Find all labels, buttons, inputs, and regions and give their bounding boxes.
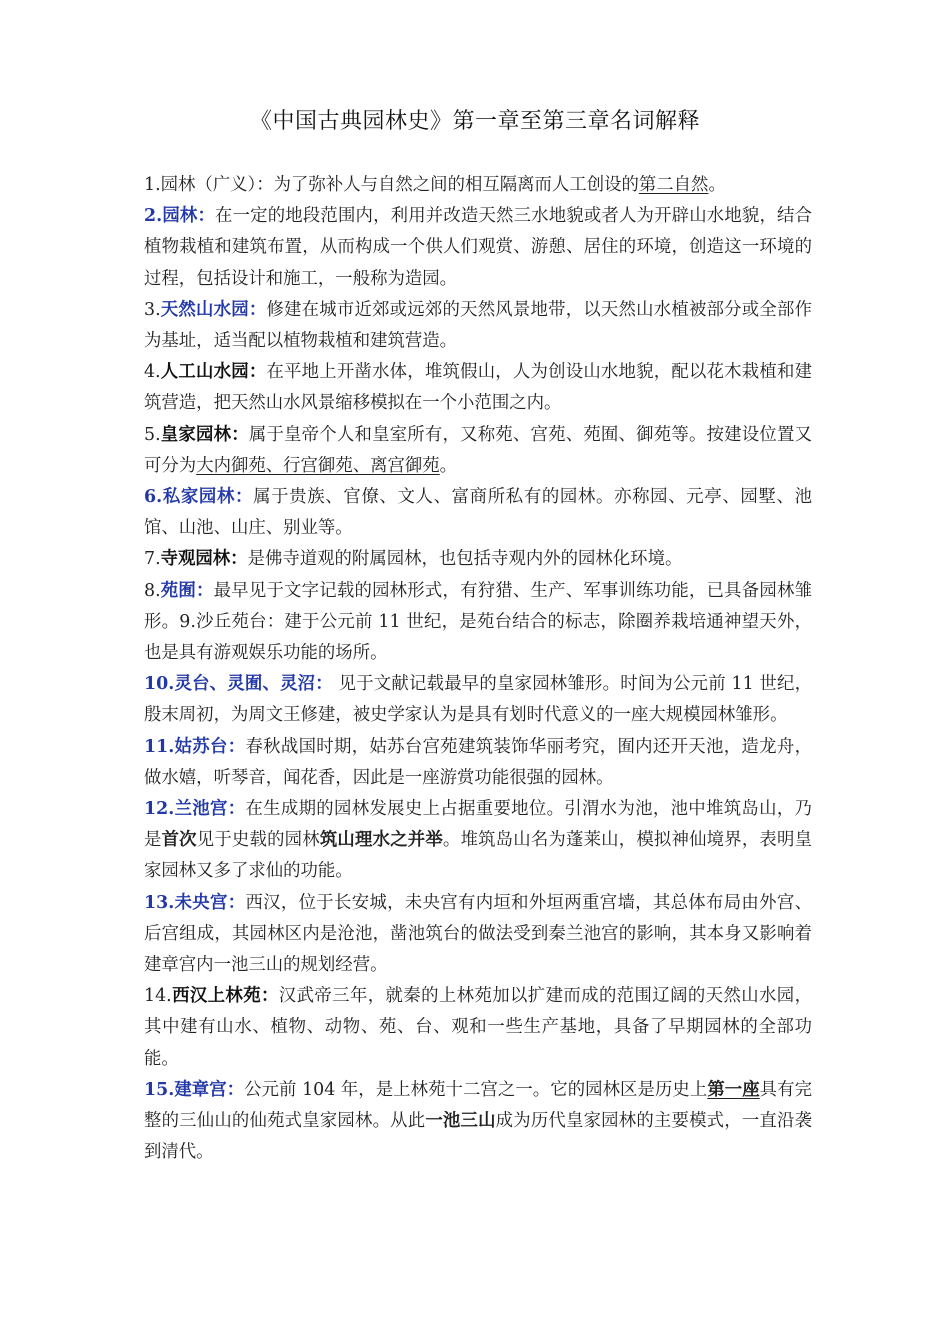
entry-text: 。 bbox=[439, 455, 458, 476]
entry-term: 西汉上林苑 bbox=[171, 986, 261, 1007]
entry-term: 未央宫 bbox=[174, 892, 228, 913]
glossary-body bbox=[144, 170, 812, 1169]
glossary-entry-4 bbox=[144, 357, 812, 419]
entry-separator: ： bbox=[230, 549, 248, 570]
entry-bold-text: 筑山理水之并举 bbox=[319, 830, 443, 851]
entry-term: 寺观园林 bbox=[160, 549, 231, 570]
glossary-entry-13 bbox=[144, 888, 812, 982]
glossary-entry-1 bbox=[144, 170, 812, 201]
entry-term: 私家园林 bbox=[162, 487, 236, 508]
entry-term: 建章宫 bbox=[174, 1079, 227, 1100]
entry-number: 4. bbox=[144, 362, 161, 383]
entry-term: 人工山水园 bbox=[160, 362, 249, 383]
entry-term: 兰池宫 bbox=[174, 799, 228, 820]
entry-number: 3. bbox=[144, 299, 161, 320]
entry-number: 15. bbox=[144, 1079, 175, 1100]
entry-term: 姑苏台 bbox=[174, 736, 228, 757]
entry-text: 汉武帝三年，就秦的上林苑加以扩建而成的范围辽阔的天然山水园，其中建有山水、植物、动物、苑、台、观和一些生产基地，具备了早期园林的全部功能。 bbox=[144, 986, 812, 1069]
glossary-entry-15 bbox=[144, 1075, 812, 1169]
entry-separator: ： bbox=[248, 362, 267, 383]
entry-text: 属于皇帝个人和皇室所有，又称苑、宫苑、苑囿、御苑等。按建设位置又可分为 bbox=[144, 424, 812, 476]
entry-text: 在平地上开凿水体，堆筑假山，人为创设山水地貌，配以花木栽植和建筑营造，把天然山水风景缩移模拟在一个小范围之内。 bbox=[144, 362, 812, 414]
entry-text: 公元前 104 年，是上林苑十二宫之一。它的园林区是历史上 bbox=[244, 1079, 708, 1100]
entry-number: 5. bbox=[144, 424, 161, 445]
entry-text: 修建在城市近郊或远郊的天然风景地带，以天然山水植被部分或全部作为基址，适当配以植物栽植和建筑营造。 bbox=[144, 299, 812, 352]
entry-separator: ： bbox=[235, 487, 254, 508]
glossary-entry-5 bbox=[144, 420, 812, 482]
entry-text: 见于史载的园林 bbox=[196, 830, 320, 851]
entry-text: 为了弥补人与自然之间的相互隔离而人工创设的 bbox=[273, 175, 639, 195]
entry-separator: ： bbox=[261, 986, 279, 1007]
entry-number: 13. bbox=[144, 892, 175, 913]
entry-text: 春秋战国时期，姑苏台宫苑建筑装饰华丽考究，囿内还开天池，造龙舟，做水嬉，听琴音，闻花香，因此是一座游赏功能很强的园林。 bbox=[144, 736, 812, 788]
entry-text: 成为历代皇家园林的主要模式，一直沿袭到清代。 bbox=[144, 1111, 812, 1163]
glossary-entry-7 bbox=[144, 544, 812, 575]
entry-separator: ： bbox=[256, 175, 274, 195]
entry-text: 。堆筑岛山名为蓬莱山，模拟神仙境界，表明皇家园林又多了求仙的功能。 bbox=[144, 830, 812, 882]
glossary-entry-10 bbox=[144, 669, 812, 731]
entry-number: 11. bbox=[144, 736, 175, 757]
page-title: 《中国古典园林史》第一章至第三章名词解释 bbox=[249, 109, 700, 134]
entry-separator: ： bbox=[227, 736, 246, 757]
entry-number: 8. bbox=[144, 580, 161, 601]
glossary-entry-12 bbox=[144, 794, 812, 888]
entry-number: 1. bbox=[144, 175, 161, 195]
entry-term: 天然山水园 bbox=[160, 299, 249, 320]
entry-term: 皇家园林 bbox=[160, 424, 232, 445]
glossary-entry-8 bbox=[144, 576, 812, 670]
entry-separator: ： bbox=[226, 1079, 245, 1100]
glossary-entry-11 bbox=[144, 732, 812, 794]
entry-separator: ： bbox=[248, 299, 267, 320]
entry-separator: ： bbox=[227, 799, 246, 820]
entry-separator: ： bbox=[231, 424, 249, 445]
entry-text: 西汉，位于长安城，未央宫有内垣和外垣两重宫墙，其总体布局由外宫、后宫组成，其园林区内是沧池，凿池筑台的做法受到秦兰池宫的影响，其本身又影响着建章宫内一池三山的规划经营。 bbox=[144, 892, 812, 976]
entry-text: 见于文献记载最早的皇家园林雏形。时间为公元前 11 世纪，殷末周初，为周文王修建，被史学家认为是具有划时代意义的一座大规模园林雏形。 bbox=[144, 674, 812, 726]
entry-separator: ： bbox=[227, 892, 246, 913]
entry-separator: ： bbox=[196, 580, 214, 601]
entry-text: 最早见于文字记载的园林形式，有狩猎、生产、军事训练功能，已具备园林雏形。9.沙丘苑台：建于公元前 11 世纪，是苑台结合的标志，除圈养栽培通神望天外，也是具有游观娱乐功能的场所。 bbox=[144, 580, 812, 664]
entry-number: 7. bbox=[144, 549, 161, 570]
entry-separator: ： bbox=[197, 206, 216, 227]
entry-text: 属于贵族、官僚、文人、富商所私有的园林。亦称园、元亭、园墅、池馆、山池、山庄、别业等。 bbox=[144, 487, 812, 539]
entry-number: 10. bbox=[144, 674, 175, 695]
entry-term: 苑囿 bbox=[160, 580, 197, 601]
entry-underlined-text: 第二自然 bbox=[638, 175, 709, 195]
entry-underlined-text: 大内御苑、行宫御苑、离宫御苑 bbox=[196, 455, 440, 476]
glossary-entry-6 bbox=[144, 482, 812, 544]
entry-term: 园林 bbox=[162, 206, 198, 227]
entry-text: 是佛寺道观的附属园林，也包括寺观内外的园林化环境。 bbox=[247, 549, 683, 570]
entry-term: 灵台、灵囿、灵沼 bbox=[174, 674, 316, 695]
entry-text: 在一定的地段范围内，利用并改造天然三水地貌或者人为开辟山水地貌，结合植物栽植和建筑布置，从而构成一个供人们观赏、游憩、居住的环境，创造这一环境的过程，包括设计和施工，一般称为造园。 bbox=[144, 206, 812, 289]
entry-bold-text: 一池三山 bbox=[425, 1111, 496, 1132]
entry-separator: ： bbox=[315, 674, 333, 695]
glossary-entry-14 bbox=[144, 981, 812, 1075]
entry-number: 6. bbox=[144, 487, 163, 508]
glossary-entry-2 bbox=[144, 201, 812, 295]
entry-text: 在生成期的园林发展史上占据重要地位。引渭水为池，池中堆筑岛山，乃是 bbox=[144, 799, 812, 851]
entry-number: 14. bbox=[144, 986, 172, 1007]
entry-text: 。 bbox=[708, 175, 726, 195]
entry-term: 园林（广义） bbox=[160, 175, 257, 195]
entry-number: 2. bbox=[144, 206, 163, 227]
glossary-entry-3 bbox=[144, 295, 812, 357]
entry-underlined-text: 第一座 bbox=[707, 1079, 760, 1100]
entry-bold-text: 首次 bbox=[161, 830, 197, 851]
entry-text: 具有完整的三仙山的仙苑式皇家园林。从此 bbox=[144, 1079, 812, 1132]
entry-number: 12. bbox=[144, 799, 175, 820]
